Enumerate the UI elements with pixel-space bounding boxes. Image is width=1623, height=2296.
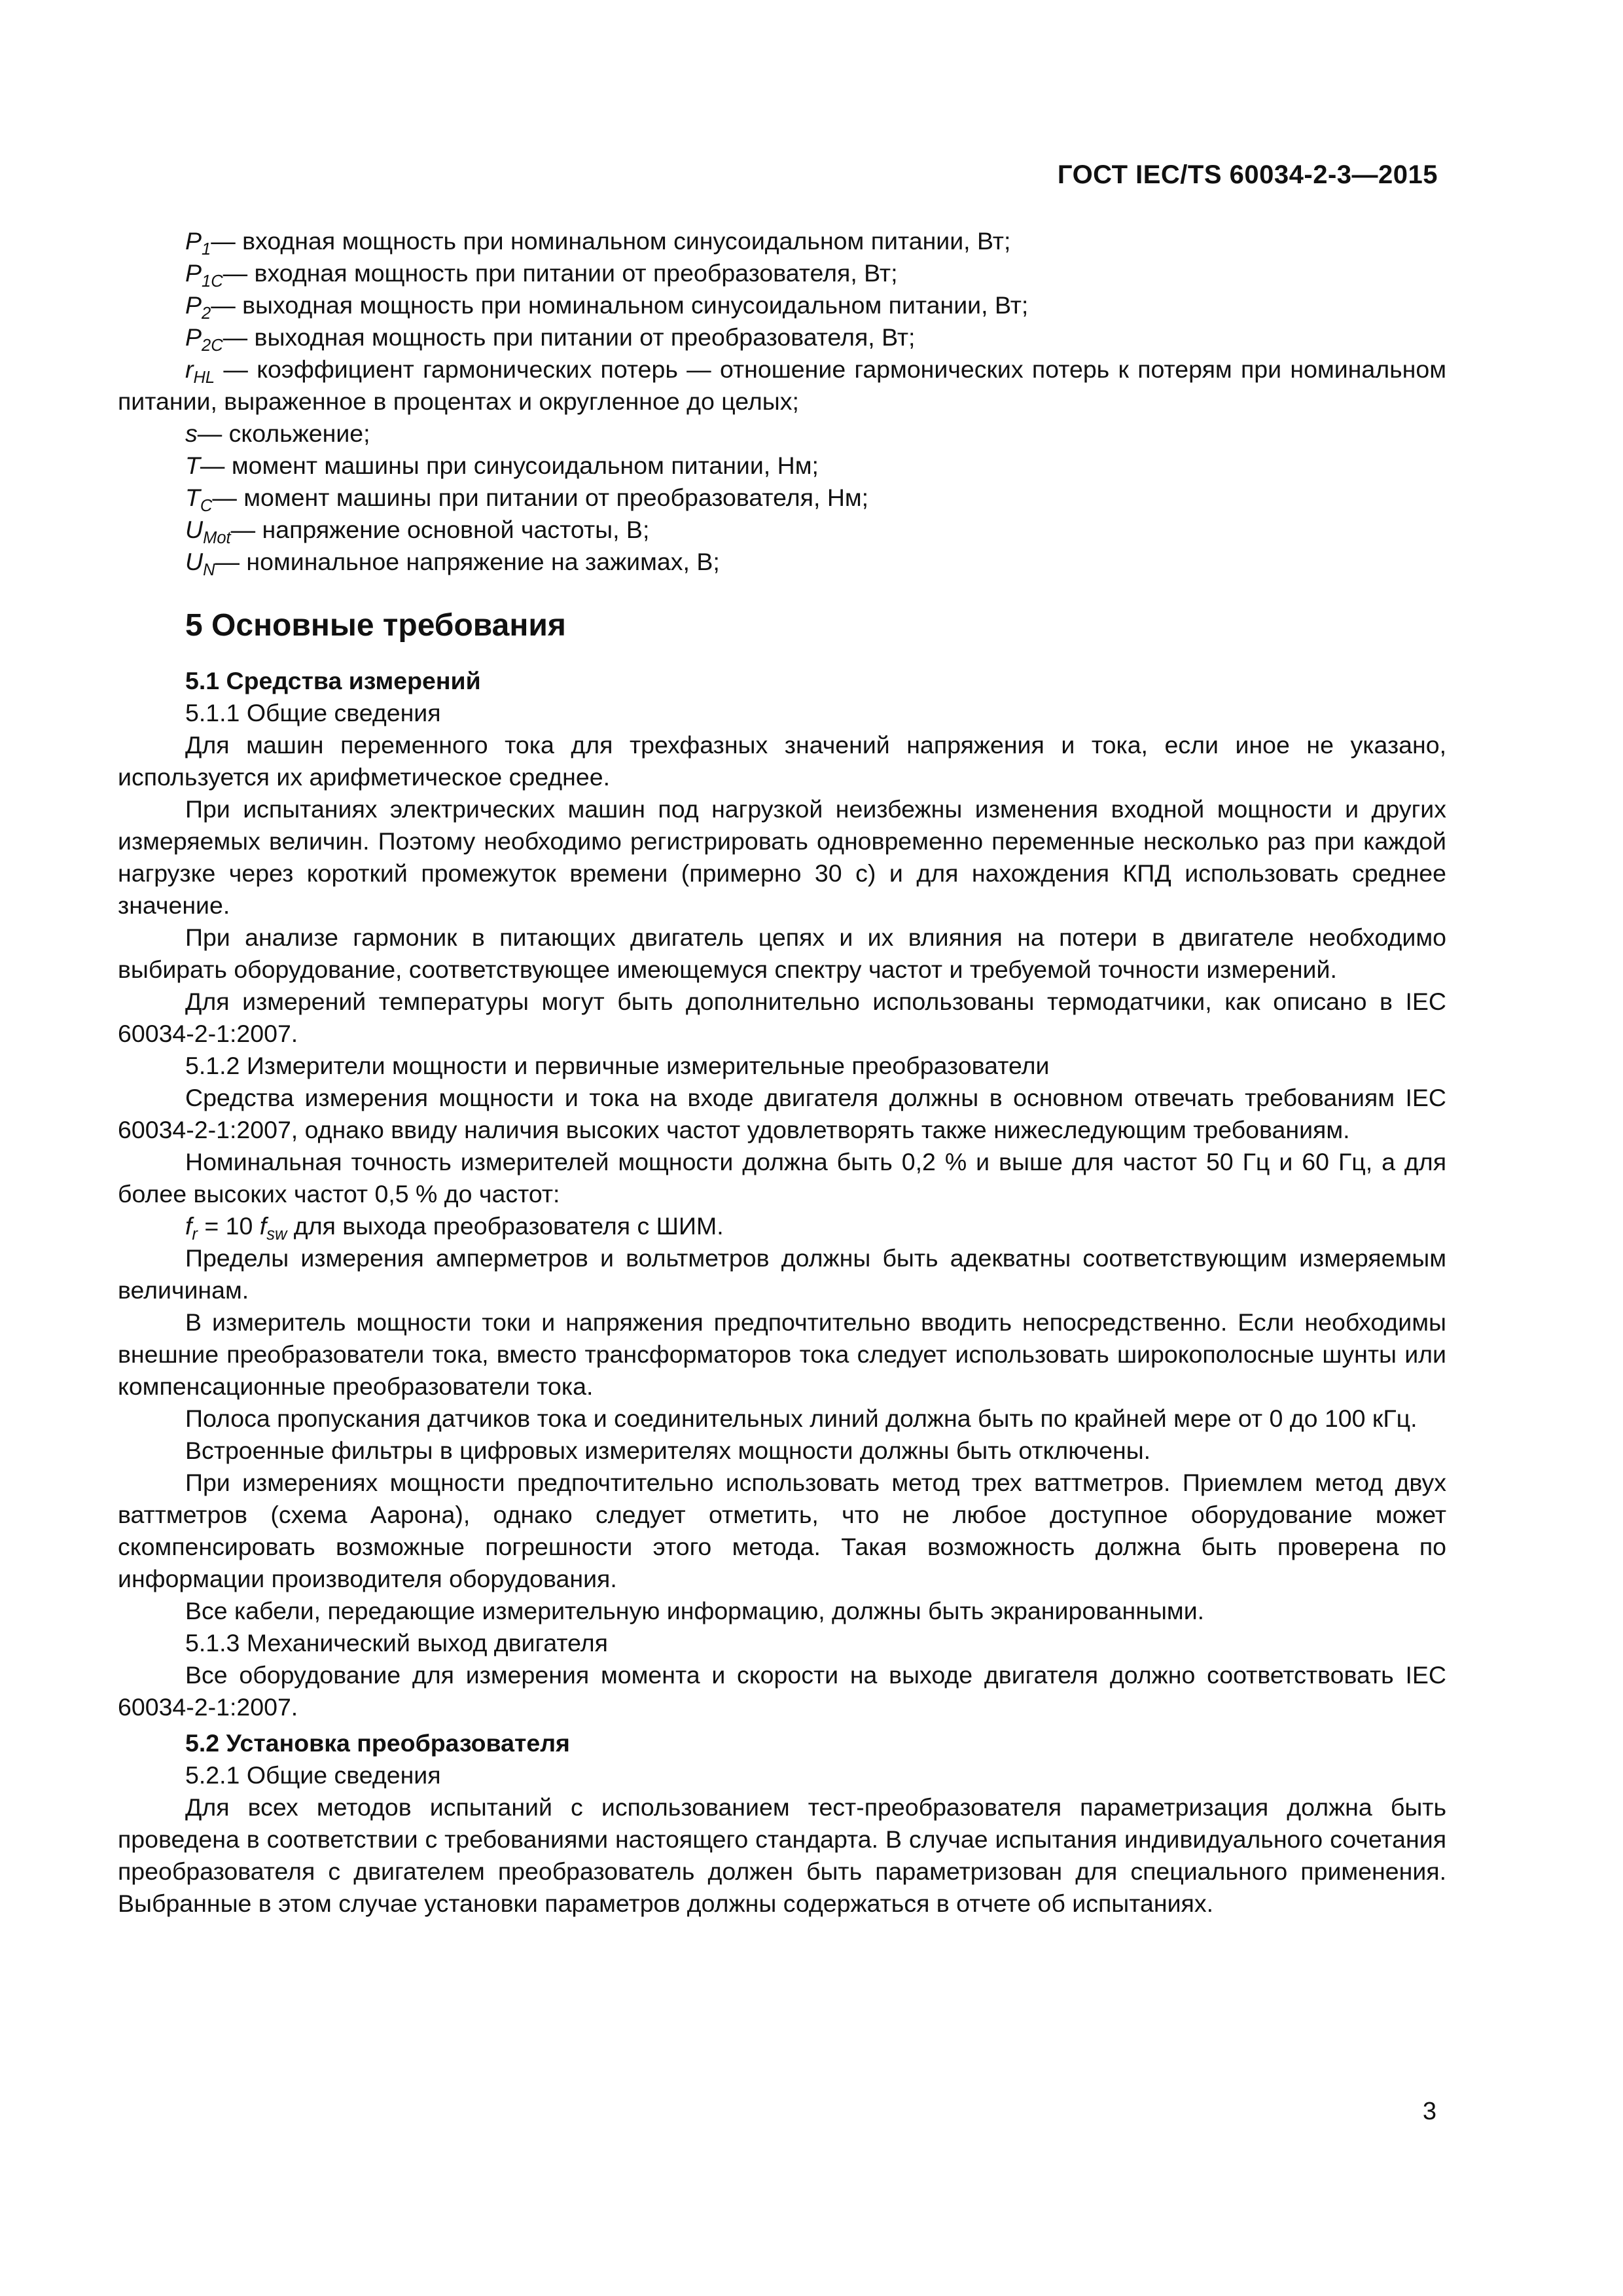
page-content <box>118 225 1446 1920</box>
paragraph: При анализе гармоник в питающих двигатель цепях и их влияния на потери в двигателе необходимо выбирать оборудование, соответствующее имеющемуся спектру частот и требуемой точности измерений. <box>118 924 1446 983</box>
definition-item: $T_C—$ момент машины при питании от преобразователя, Нм; <box>185 484 869 515</box>
paragraph: Полоса пропускания датчиков тока и соединительных линий должна быть по крайней мере от 0 до 100 кГц. <box>185 1405 1418 1432</box>
paragraph: При измерениях мощности предпочтительно использовать метод трех ваттметров. Приемлем метод двух ваттметров (схема Аарона), однако следует отметить, что не любое доступное оборудование может скомпенсировать возможные погрешности этого метода. Такая возможность должна быть проверена по информации производителя оборудования. <box>118 1469 1446 1592</box>
definition-item: s— скольжение; <box>185 420 370 447</box>
definition-item: $P_{2C}—$ выходная мощность при питании от преобразователя, Вт; <box>185 323 916 355</box>
section-5-1-3-heading: 5.1.3 Механический выход двигателя <box>185 1629 608 1657</box>
paragraph: Все оборудование для измерения момента и скорости на выходе двигателя должно соответствовать IEC 60034-2-1:2007. <box>118 1661 1446 1721</box>
section-5-1-2-heading: 5.1.2 Измерители мощности и первичные измерительные преобразователи <box>185 1052 1050 1079</box>
definition-item: $U_{Mot}—$ напряжение основной частоты, В; <box>185 516 650 547</box>
paragraph: При испытаниях электрических машин под нагрузкой неизбежны изменения входной мощности и других измеряемых величин. Поэтому необходимо регистрировать одновременно переменные несколько раз при каждой нагрузке через короткий промежуток времени (примерно 30 с) и для нахождения КПД использовать среднее значение. <box>118 795 1446 919</box>
formula: $f_r = 10$ $f_{sw}$ для выхода преобразователя с ШИМ. <box>185 1212 724 1244</box>
definition-item: $P_2—$ выходная мощность при номинальном синусоидальном питании, Вт; <box>185 291 1029 323</box>
paragraph: Для машин переменного тока для трехфазных значений напряжения и тока, если иное не указано, используется их арифметическое среднее. <box>118 731 1446 791</box>
paragraph: Пределы измерения амперметров и вольтметров должны быть адекватны соответствующим измеряемым величинам. <box>118 1244 1446 1304</box>
paragraph: В измеритель мощности токи и напряжения предпочтительно вводить непосредственно. Если необходимы внешние преобразователи тока, вместо трансформаторов тока следует использовать широкополосные шунты или компенсационные преобразователи тока. <box>118 1308 1446 1400</box>
section-5-1-1-heading: 5.1.1 Общие сведения <box>185 699 441 726</box>
definition-item: $U_N—$ номинальное напряжение на зажимах, В; <box>185 548 720 579</box>
definition-item: $r_{HL}$ — коэффициент гармонических потерь — отношение гармонических потерь к потерям при номинальном питании, выраженное в процентах и округленное до целых; <box>118 355 1446 415</box>
page-number: 3 <box>1422 2098 1436 2125</box>
paragraph: Встроенные фильтры в цифровых измерителях мощности должны быть отключены. <box>185 1437 1151 1464</box>
section-5-heading: 5 Основные требования <box>185 608 566 643</box>
section-5-1-heading: 5.1 Средства измерений <box>185 667 481 694</box>
paragraph: Для всех методов испытаний с использованием тест-преобразователя параметризация должна быть проведена в соответствии с требованиями настоящего стандарта. В случае испытания индивидуального сочетания преобразователя с двигателем преобразователь должен быть параметризован для специального применения. Выбранные в этом случае установки параметров должны содержаться в отчете об испытаниях. <box>118 1793 1446 1917</box>
paragraph: Все кабели, передающие измерительную информацию, должны быть экранированными. <box>185 1597 1205 1624</box>
section-5-2-heading: 5.2 Установка преобразователя <box>185 1729 570 1757</box>
paragraph: Номинальная точность измерителей мощности должна быть 0,2 % и выше для частот 50 Гц и 60 Гц, а для более высоких частот 0,5 % до частот: <box>118 1148 1446 1208</box>
paragraph: Для измерений температуры могут быть дополнительно использованы термодатчики, как описано в IEC 60034-2-1:2007. <box>118 988 1446 1047</box>
paragraph: Средства измерения мощности и тока на входе двигателя должны в основном отвечать требованиям IEC 60034-2-1:2007, однако ввиду наличия высоких частот удовлетворять также нижеследующим требованиям. <box>118 1084 1446 1143</box>
definition-item: $P_{1C}—$ входная мощность при питании от преобразователя, Вт; <box>185 259 898 291</box>
definitions-list <box>118 225 1446 578</box>
section-5-2-1-heading: 5.2.1 Общие сведения <box>185 1761 441 1789</box>
definition-item: T— момент машины при синусоидальном питании, Нм; <box>185 452 819 479</box>
document-header: ГОСТ IEC/TS 60034-2-3—2015 <box>1057 160 1438 189</box>
definition-item: $P_1—$ входная мощность при номинальном синусоидальном питании, Вт; <box>185 227 1011 259</box>
